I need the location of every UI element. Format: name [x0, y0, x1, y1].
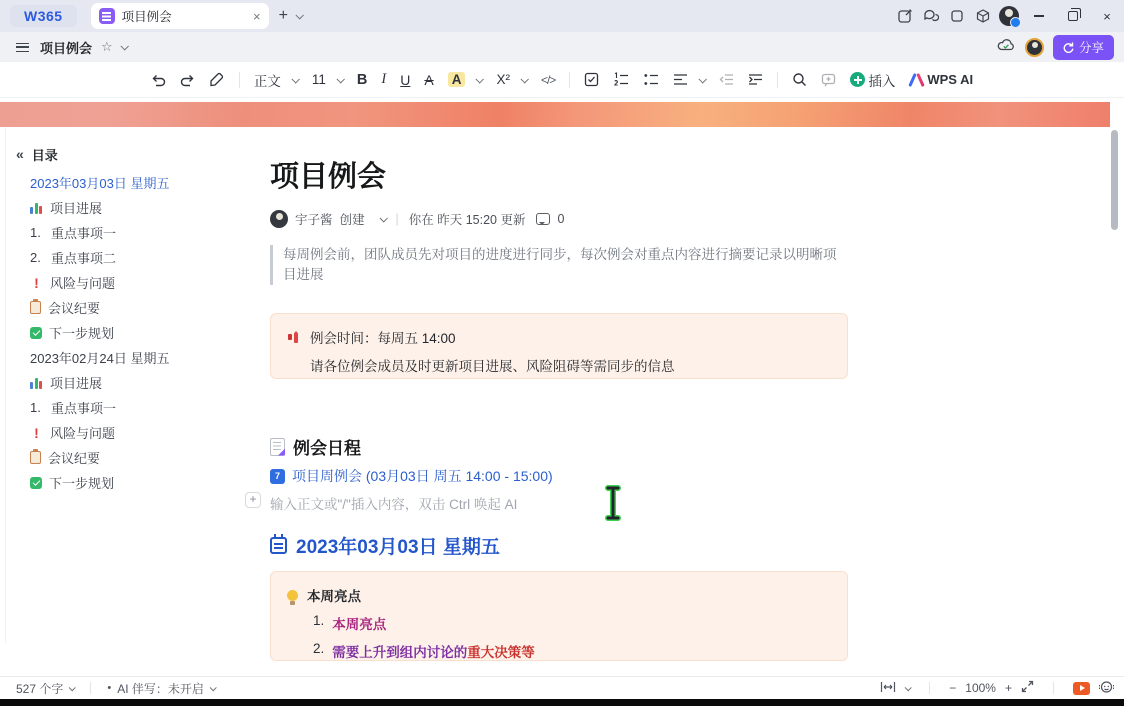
app-logo[interactable]: W365	[10, 5, 77, 27]
ai-status-dot: •	[107, 682, 112, 694]
toc-collapse-icon[interactable]: «	[16, 146, 24, 162]
tab-title: 项目例会	[121, 10, 172, 24]
share-arrow-icon	[1062, 41, 1074, 53]
statusbar	[0, 676, 1124, 699]
doc-header-bar	[0, 32, 1124, 62]
created-label[interactable]: 创建	[339, 213, 365, 227]
toc-item-date[interactable]: 2023年02月24日 星期五	[30, 351, 170, 366]
chat-icon[interactable]	[918, 3, 944, 29]
titlebar-right	[892, 0, 1124, 32]
undo-button[interactable]	[145, 69, 172, 91]
formatting-toolbar	[0, 62, 1124, 98]
toc-item-date[interactable]: 2023年03月03日 星期五	[30, 176, 170, 191]
word-count[interactable]: 527 个字	[16, 681, 64, 696]
zoom-in-button[interactable]: +	[1004, 681, 1012, 695]
alignment-button[interactable]	[667, 69, 711, 90]
toc-item[interactable]: 1. 重点事项一	[30, 400, 117, 416]
toc-item[interactable]: 项目进展	[16, 195, 231, 220]
highlights-callout[interactable]	[270, 571, 848, 661]
calendar-icon	[270, 537, 287, 554]
comment-count-icon[interactable]	[536, 213, 550, 225]
agenda-heading[interactable]: 例会日程	[270, 434, 361, 459]
page-title[interactable]: 项目例会	[270, 161, 387, 193]
document-tab[interactable]	[91, 3, 269, 29]
superscript-button[interactable]: X²	[490, 68, 533, 91]
fit-width-button[interactable]	[880, 681, 896, 696]
redo-button[interactable]	[174, 69, 201, 91]
author-name: 宇子酱	[295, 213, 333, 227]
document-area	[0, 98, 1124, 676]
toc-item[interactable]: 会议纪要	[16, 445, 231, 470]
author-avatar[interactable]	[270, 210, 288, 228]
fit-width-chevron-icon[interactable]	[905, 684, 912, 691]
exclamation-icon: !	[34, 274, 39, 291]
video-tutorial-icon[interactable]	[1073, 682, 1090, 695]
assistant-robot-icon[interactable]	[1099, 680, 1114, 697]
add-block-button[interactable]: +	[245, 492, 261, 508]
ai-status-chevron-icon[interactable]	[210, 684, 217, 691]
underline-button[interactable]: U	[400, 71, 411, 88]
date-heading[interactable]: 2023年03月03日 星期五	[270, 532, 500, 559]
exclamation-icon: !	[34, 424, 39, 441]
clipboard-icon	[30, 301, 41, 314]
toc-title: 目录	[31, 147, 58, 163]
restore-button[interactable]	[1056, 0, 1090, 32]
insert-plus-icon	[850, 72, 865, 87]
doc-meta-row: 宇子酱 创建 | 你在 昨天 15:20 更新 0	[270, 210, 564, 228]
checkmark-icon	[30, 477, 42, 489]
bullet-list-button[interactable]	[637, 68, 665, 91]
zoom-level[interactable]: 100%	[965, 681, 996, 695]
cover-banner	[0, 102, 1110, 127]
italic-button[interactable]: I	[381, 71, 387, 87]
toc-item[interactable]: 2. 重点事项二	[30, 250, 117, 266]
minimize-button[interactable]	[1022, 0, 1056, 32]
font-size-select[interactable]: 11	[306, 68, 349, 91]
ai-companion-status[interactable]: AI 伴写：未开启	[117, 681, 204, 696]
bar-chart-icon	[30, 377, 43, 389]
toc-item[interactable]: ! 风险与问题	[16, 420, 231, 445]
search-button[interactable]	[786, 68, 813, 91]
document-page-icon	[270, 438, 285, 456]
outdent-button[interactable]	[713, 69, 740, 90]
pin-icon	[287, 330, 301, 344]
favorite-star-icon[interactable]: ☆	[101, 39, 113, 54]
toc-item[interactable]: 项目进展	[16, 370, 231, 395]
toc-item[interactable]: ! 风险与问题	[16, 270, 231, 295]
wps-ai-button[interactable]: WPS AI	[903, 68, 979, 91]
event-calendar-icon: 7	[270, 469, 285, 484]
checkmark-icon	[30, 327, 42, 339]
format-painter-button[interactable]	[203, 68, 231, 91]
notice-line2[interactable]: 请各位例会成员及时更新项目进展、风险阻碍等需同步的信息	[310, 359, 675, 374]
code-button[interactable]: </>	[540, 72, 556, 87]
fullscreen-button[interactable]	[1021, 680, 1034, 696]
paragraph-style-select[interactable]: 正文	[248, 66, 304, 94]
workbench-icon[interactable]	[892, 3, 918, 29]
created-chevron-icon[interactable]	[379, 214, 387, 222]
close-window-button[interactable]: ×	[1103, 8, 1111, 24]
user-avatar[interactable]	[996, 3, 1022, 29]
doc-header-title: 项目例会	[40, 40, 93, 56]
event-link[interactable]: 7 项目周例会 (03月03日 周五 14:00 - 15:00)	[270, 466, 553, 486]
lightbulb-icon	[287, 590, 298, 601]
zoom-out-button[interactable]: −	[949, 681, 957, 695]
clipboard-icon	[30, 451, 41, 464]
vertical-scrollbar[interactable]	[1111, 130, 1118, 230]
indent-button[interactable]	[742, 69, 769, 90]
editor-placeholder[interactable]: 输入正文或"/"插入内容，双击 Ctrl 唤起 AI	[270, 497, 518, 512]
highlight-item[interactable]: 1. 本周亮点	[313, 613, 387, 632]
new-tab-button[interactable]: +	[278, 7, 288, 24]
notice-line1[interactable]: 例会时间：每周五 14:00	[310, 331, 456, 346]
tab-list-chevron-icon[interactable]	[295, 11, 303, 19]
comment-count[interactable]: 0	[557, 212, 565, 226]
share-button[interactable]	[1053, 35, 1114, 60]
menu-icon[interactable]	[16, 43, 29, 52]
text-cursor-icon	[601, 484, 625, 522]
font-color-button[interactable]	[442, 68, 489, 91]
toc-item[interactable]: 会议纪要	[16, 295, 231, 320]
bold-button[interactable]: B	[356, 71, 368, 88]
insert-button[interactable]: 插入	[844, 66, 901, 94]
comment-button[interactable]	[815, 69, 842, 91]
cloud-sync-icon[interactable]	[997, 37, 1016, 58]
word-count-chevron-icon[interactable]	[69, 684, 76, 691]
account-avatar[interactable]	[1025, 38, 1044, 57]
bar-chart-icon	[30, 202, 43, 214]
bottom-strip	[0, 699, 1124, 706]
titlebar	[0, 0, 1124, 32]
meeting-notice-callout[interactable]	[270, 313, 848, 379]
toc-item[interactable]: 下一步规划	[16, 470, 231, 495]
share-label: 分享	[1078, 40, 1104, 55]
highlights-title[interactable]: 本周亮点	[307, 589, 361, 604]
doc-menu-chevron-icon[interactable]	[120, 42, 128, 50]
doc-tab-icon	[99, 8, 115, 24]
task-list-button[interactable]	[578, 68, 605, 91]
toc-item[interactable]: 下一步规划	[16, 320, 231, 345]
table-of-contents	[16, 144, 231, 495]
updated-label: 你在 昨天 15:20 更新	[408, 213, 526, 227]
numbered-list-button[interactable]	[607, 68, 635, 91]
strikethrough-button[interactable]: A	[424, 71, 434, 88]
highlight-item[interactable]: 2. 需要上升到组内讨论的重大决策等	[313, 641, 535, 660]
cube-icon[interactable]	[970, 3, 996, 29]
window-icon[interactable]	[944, 3, 970, 29]
font-color-icon: A	[448, 72, 466, 87]
toc-item[interactable]: 1. 重点事项一	[30, 225, 117, 241]
tab-close-icon[interactable]: ×	[252, 8, 261, 24]
intro-quote[interactable]: 每周例会前，团队成员先对项目的进度进行同步，每次例会对重点内容进行摘要记录以明晰项目进展	[270, 245, 848, 285]
wps-ai-logo-icon	[909, 73, 924, 86]
